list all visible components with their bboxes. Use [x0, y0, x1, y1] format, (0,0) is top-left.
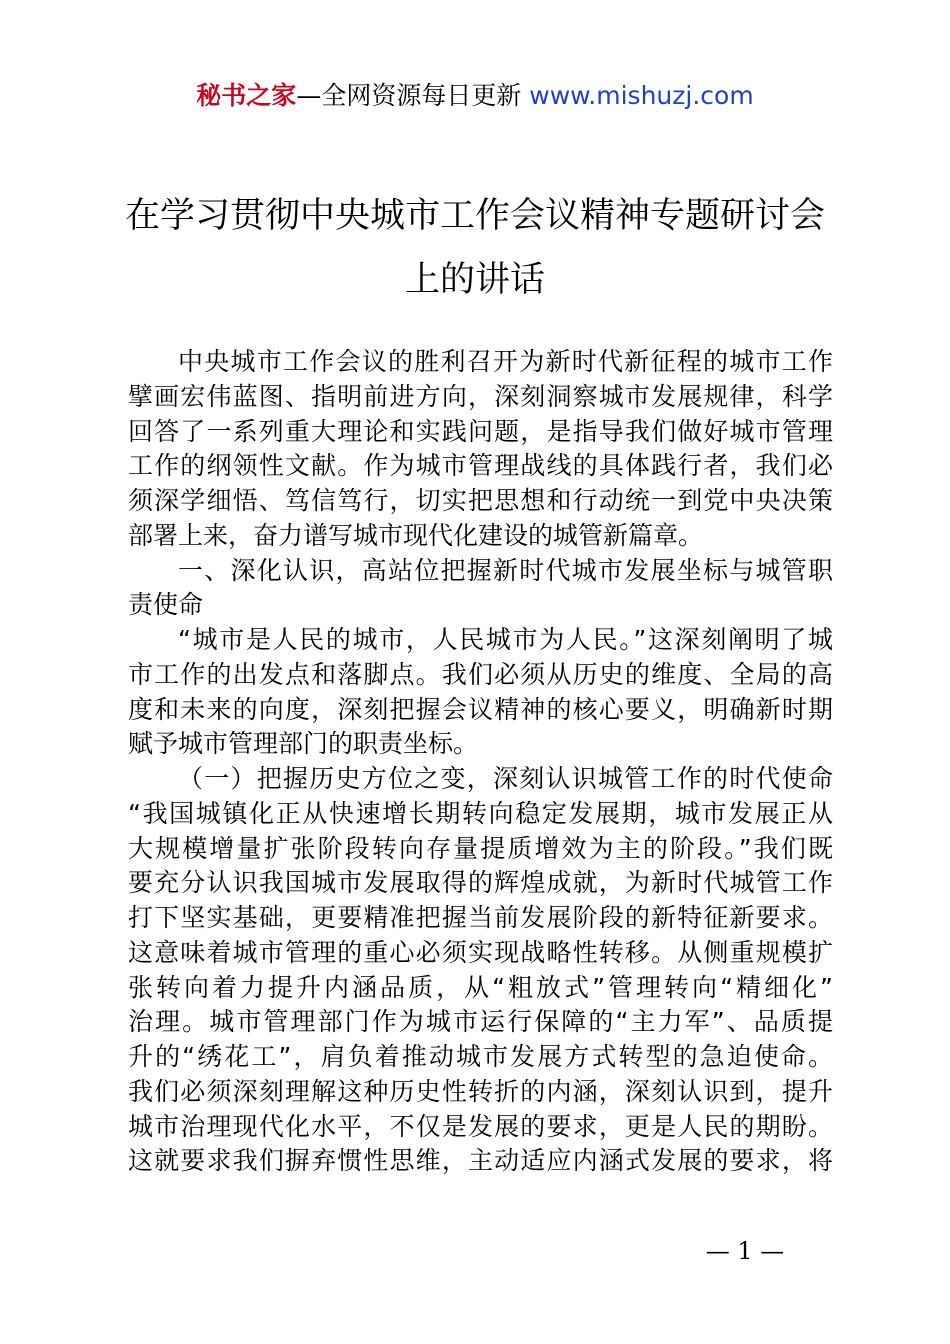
text-line: 擘画宏伟蓝图、指明前进方向，深刻洞察城市发展规律，科学 [128, 381, 833, 411]
text-line: 打下坚实基础，更要精准把握当前发展阶段的新特征新要求。 [128, 903, 833, 932]
site-brand: 秘书之家 [196, 81, 297, 110]
document-title [100, 184, 850, 312]
text-line: 城市治理现代化水平，不仅是发展的要求，更是人民的期盼。 [128, 1111, 833, 1141]
text-line: 我们必须深刻理解这种历史性转折的内涵，深刻认识到，提升 [128, 1076, 833, 1106]
title-line-1: 在学习贯彻中央城市工作会议精神专题研讨会 [124, 196, 825, 236]
text-line: 这就要求我们摒弃惯性思维，主动适应内涵式发展的要求，将 [128, 1146, 833, 1176]
page-number: — 1 — [705, 1237, 785, 1265]
text-line: 市工作的出发点和落脚点。我们必须从历史的维度、全局的高 [128, 659, 833, 689]
text-line: 工作的纲领性文献。作为城市管理战线的具体践行者，我们必 [128, 451, 833, 481]
text-line: 中央城市工作会议的胜利召开为新时代新征程的城市工作 [178, 347, 833, 376]
text-line: 回答了一系列重大理论和实践问题，是指导我们做好城市管理 [128, 416, 833, 446]
paragraph-section-1 [128, 623, 833, 762]
text-line: 一、深化认识，高站位把握新时代城市发展坐标与城管职 [178, 555, 833, 585]
site-tagline: —全网资源每日更新 [296, 81, 530, 110]
text-line: 这意味着城市管理的重心必须实现战略性转移。从侧重规模扩 [128, 937, 833, 967]
text-line: 责使命 [128, 590, 204, 620]
text-line: （一）把握历史方位之变，深刻认识城管工作的时代使命 [178, 764, 833, 793]
text-line: “城市是人民的城市，人民城市为人民。”这深刻阐明了城 [178, 625, 833, 654]
title-line-2: 上的讲话 [404, 260, 545, 300]
text-line: “我国城镇化正从快速增长期转向稳定发展期，城市发展正从 [128, 798, 833, 828]
text-line: 张转向着力提升内涵品质，从“粗放式”管理转向“精细化” [128, 972, 833, 1002]
paragraph-subsection-1 [128, 762, 833, 1179]
text-line: 度和未来的向度，深刻把握会议精神的核心要义，明确新时期 [128, 694, 833, 724]
site-header [0, 78, 950, 114]
text-line: 部署上来，奋力谱写城市现代化建设的城管新篇章。 [128, 520, 704, 550]
text-line: 须深学细悟、笃信笃行，切实把思想和行动统一到党中央决策 [128, 486, 833, 515]
text-line: 治理。城市管理部门作为城市运行保障的“主力军”、品质提 [128, 1007, 833, 1037]
section-heading-1 [128, 554, 833, 624]
text-line: 要充分认识我国城市发展取得的辉煌成就，为新时代城管工作 [128, 868, 833, 898]
text-line: 大规模增量扩张阶段转向存量提质增效为主的阶段。”我们既 [128, 833, 833, 863]
site-url-link[interactable]: www.mishuzj.com [529, 81, 754, 110]
document-body [128, 345, 833, 1179]
paragraph-intro [128, 345, 833, 554]
text-line: 升的“绣花工”，肩负着推动城市发展方式转型的急迫使命。 [128, 1042, 833, 1071]
text-line: 赋予城市管理部门的职责坐标。 [128, 729, 479, 759]
